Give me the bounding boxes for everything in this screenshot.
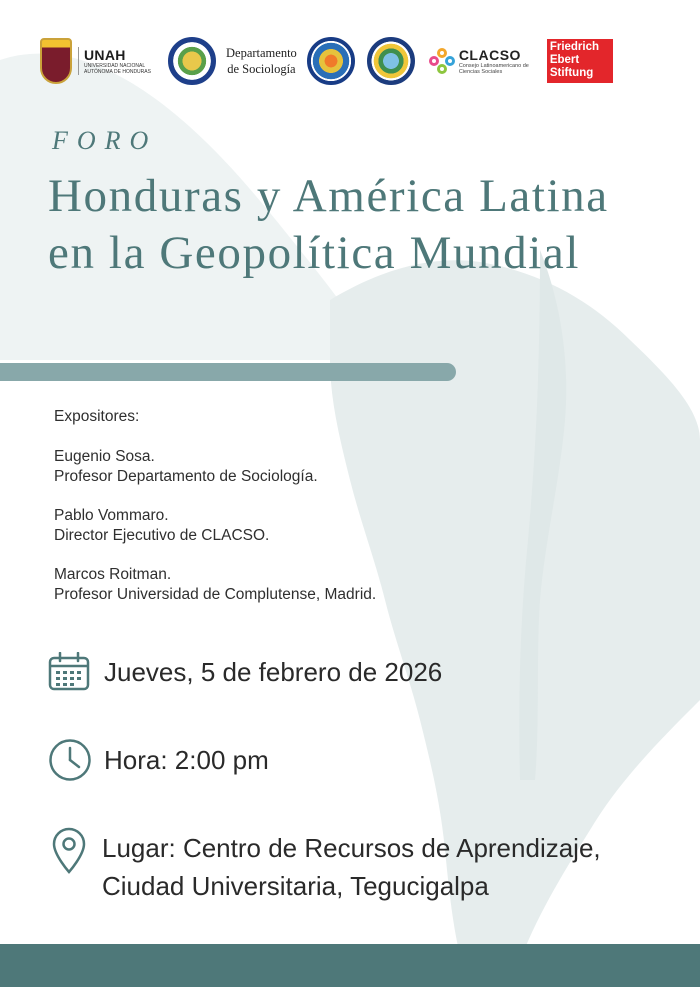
fes-line-1: Friedrich [549,41,600,53]
speaker-role: Profesor Universidad de Complutense, Madrid. [54,586,377,603]
event-title: Honduras y América Latina en la Geopolítica Mundial [48,170,609,279]
department-line-1: Departamento [226,46,297,60]
event-time-row [48,738,269,782]
fes-line-2: Ebert [549,54,580,66]
clacso-subtitle: Consejo Latinoamericano de Ciencias Sociales [458,63,529,75]
partner-seal-icon [307,37,355,85]
speaker-role: Director Ejecutivo de CLACSO. [54,527,270,544]
speaker-name: Marcos Roitman. [54,566,172,583]
location-pin-icon [52,827,86,875]
calendar-icon [48,652,90,692]
speaker-item [54,447,534,487]
event-date: Jueves, 5 de febrero de 2026 [104,657,443,687]
speaker-name: Pablo Vommaro. [54,507,169,524]
speaker-item [54,565,534,605]
event-place-row [52,827,601,905]
department-label [226,45,297,77]
partner-logos [40,34,660,88]
clacso-name: CLACSO [458,47,521,63]
clacso-logo [429,47,537,75]
sociology-seal-icon [168,37,216,85]
department-line-2: de Sociología [227,62,296,76]
event-kicker: FORO [52,126,158,155]
clock-icon [48,738,92,782]
speaker-role: Profesor Departamento de Sociología. [54,468,318,485]
event-time: Hora: 2:00 pm [104,745,269,775]
clacso-mark-icon [429,48,455,74]
speaker-item [54,506,534,546]
event-date-row [48,652,442,692]
partner-seal-icon [367,37,415,85]
event-place-line-2: Ciudad Universitaria, Tegucigalpa [102,871,489,901]
speakers-heading: Expositores: [54,408,140,425]
speakers-section [54,407,534,624]
event-place [102,829,601,905]
unah-logo [40,38,154,84]
fes-logo [547,39,613,83]
footer-bar [0,944,700,987]
unah-subtitle: UNIVERSIDAD NACIONAL AUTÓNOMA DE HONDURAS [84,63,151,75]
unah-name: UNAH [84,47,126,63]
fes-line-3: Stiftung [549,67,594,79]
event-place-line-1: Lugar: Centro de Recursos de Aprendizaje, [102,833,601,863]
section-divider [0,363,456,381]
unah-shield-icon [40,38,72,84]
speaker-name: Eugenio Sosa. [54,448,155,465]
